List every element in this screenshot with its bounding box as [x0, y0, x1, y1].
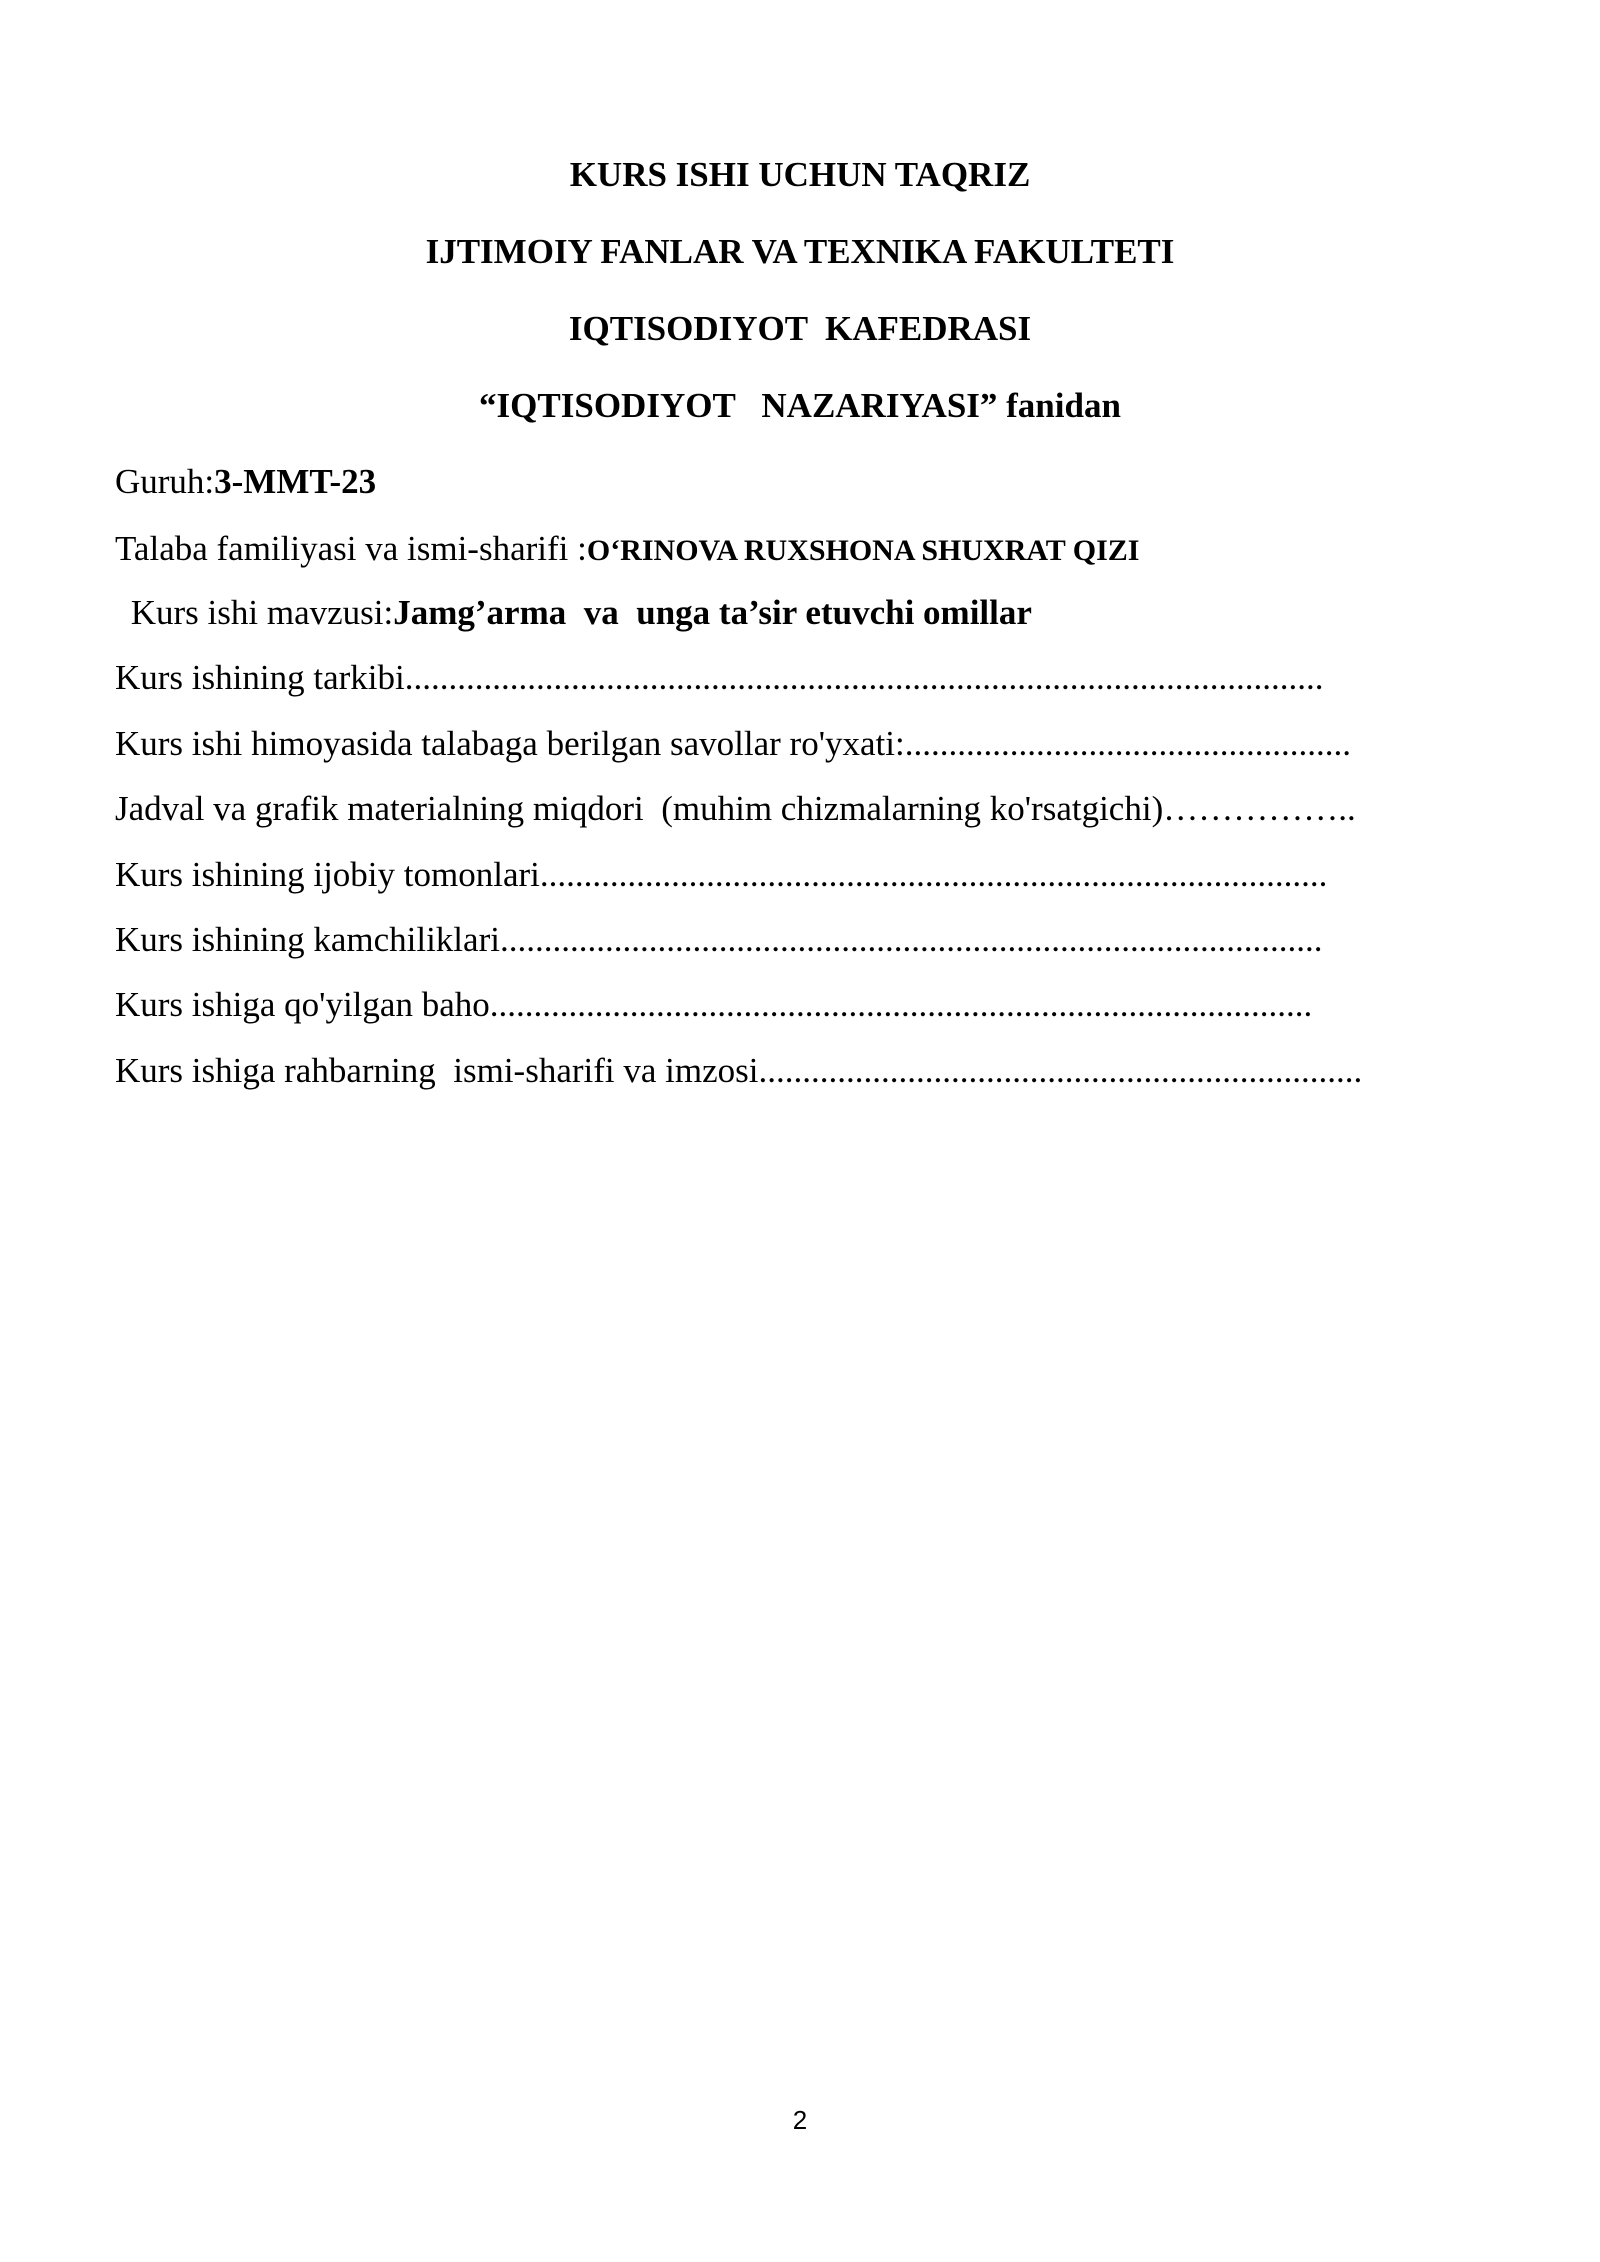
faculty-name: IJTIMOIY FANLAR VA TEXNIKA FAKULTETI [425, 232, 1175, 271]
topic-label: Kurs ishi mavzusi: [122, 593, 394, 632]
student-field [115, 527, 1139, 573]
group-label: Guruh: [115, 462, 215, 501]
student-label: Talaba familiyasi va ismi-sharifi : [115, 529, 587, 568]
student-name-value: O‘RINOVA RUXSHONA SHUXRAT QIZI [586, 534, 1140, 567]
subject-name: “IQTISODIYOT NAZARIYASI” fanidan [479, 386, 1121, 425]
grade-field: Kurs ishiga qo'yilgan baho.............................................................................................. [115, 985, 1313, 1024]
topic-field [122, 591, 1032, 635]
tables-field: Jadval va grafik materialning miqdori (muhim chizmalarning ko'rsatgichi)…………….. [115, 789, 1356, 828]
supervisor-field: Kurs ishiga rahbarning ismi-sharifi va imzosi..................................................................... [115, 1051, 1363, 1090]
content-field: Kurs ishining tarkibi......................................................................................................... [115, 658, 1324, 697]
group-field [115, 460, 376, 504]
group-value: 3-MMT-23 [214, 462, 377, 501]
questions-field: Kurs ishi himoyasida talabaga berilgan savollar ro'yxati:................................................... [115, 724, 1351, 763]
topic-value: Jamg’arma va unga ta’sir etuvchi omillar [393, 593, 1032, 632]
department-name: IQTISODIYOT KAFEDRASI [568, 309, 1032, 348]
document-title: KURS ISHI UCHUN TAQRIZ [569, 155, 1031, 194]
positive-aspects-field: Kurs ishining ijobiy tomonlari.......................................................................................... [115, 855, 1328, 894]
shortcomings-field: Kurs ishining kamchiliklari.............................................................................................. [115, 920, 1323, 959]
page-number: 2 [792, 2105, 808, 2135]
